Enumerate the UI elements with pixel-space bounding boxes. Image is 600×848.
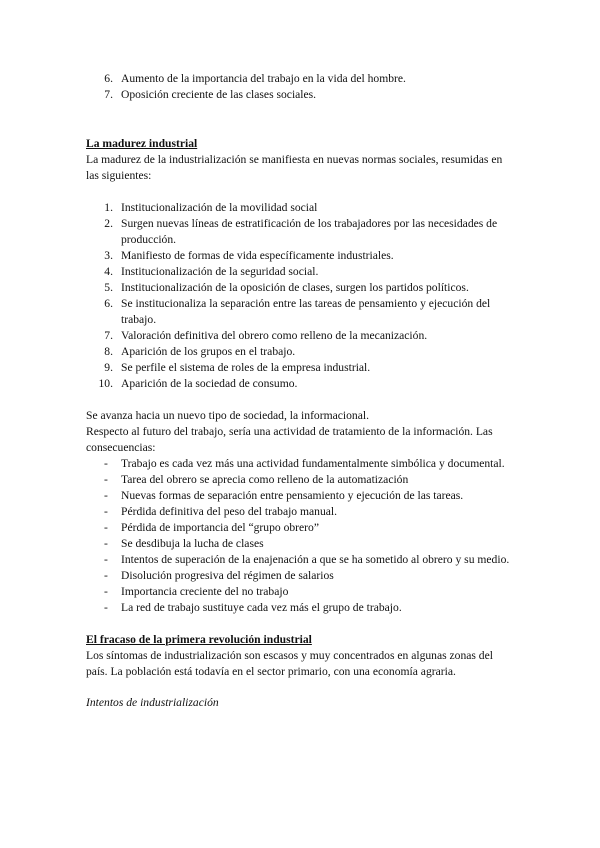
list-text: Pérdida definitiva del peso del trabajo manual. — [121, 505, 338, 518]
list-text: Se desdibuja la lucha de clases — [121, 537, 264, 550]
list-item — [86, 248, 516, 264]
consecuencias-list — [86, 456, 516, 616]
list-number: 7. — [104, 329, 113, 342]
list-text: Institucionalización de la oposición de clases, surgen los partidos políticos. — [121, 281, 469, 294]
dash-bullet: - — [104, 505, 108, 518]
list-item — [86, 296, 516, 328]
list-item — [86, 568, 516, 584]
informacional-line-1: Se avanza hacia un nuevo tipo de sociedad, la informacional. — [86, 409, 369, 422]
list-item — [86, 472, 516, 488]
list-text: Pérdida de importancia del “grupo obrero” — [121, 521, 319, 534]
dash-bullet: - — [104, 537, 108, 550]
list-number: 7. — [104, 88, 113, 101]
list-item — [86, 600, 516, 616]
list-number: 8. — [104, 345, 113, 358]
list-item — [86, 216, 516, 248]
list-text: Aparición de los grupos en el trabajo. — [121, 345, 296, 358]
list-text: Institucionalización de la seguridad social. — [121, 265, 319, 278]
list-item — [86, 584, 516, 600]
list-number: 9. — [104, 361, 113, 374]
dash-bullet: - — [104, 457, 108, 470]
list-number: 5. — [104, 281, 113, 294]
list-text: Aparición de la sociedad de consumo. — [121, 377, 298, 390]
list-item — [86, 520, 516, 536]
list-text: Tarea del obrero se aprecia como relleno de la automatización — [121, 473, 409, 486]
dash-bullet: - — [104, 473, 108, 486]
list-text: Se institucionaliza la separación entre las tareas de pensamiento y ejecución del trabajo. — [121, 297, 491, 326]
list-item — [86, 552, 516, 568]
list-number: 3. — [104, 249, 113, 262]
list-item — [86, 456, 516, 472]
madurez-list — [86, 200, 516, 392]
dash-bullet: - — [104, 553, 108, 566]
dash-bullet: - — [104, 489, 108, 502]
list-text: Nuevas formas de separación entre pensamiento y ejecución de las tareas. — [121, 489, 464, 502]
subheading-intentos: Intentos de industrialización — [86, 696, 219, 709]
numbered-list-continued — [86, 71, 516, 103]
list-item — [86, 264, 516, 280]
list-number: 2. — [104, 217, 113, 230]
dash-bullet: - — [104, 601, 108, 614]
list-text: Disolución progresiva del régimen de salarios — [121, 569, 334, 582]
list-item — [86, 488, 516, 504]
list-item — [86, 328, 516, 344]
list-item — [86, 200, 516, 216]
list-item — [86, 504, 516, 520]
list-text: La red de trabajo sustituye cada vez más el grupo de trabajo. — [121, 601, 402, 614]
list-number: 6. — [104, 297, 113, 310]
list-text: Aumento de la importancia del trabajo en la vida del hombre. — [121, 72, 406, 85]
list-number: 10. — [98, 377, 113, 390]
list-text: Oposición creciente de las clases sociales. — [121, 88, 317, 101]
list-text: Institucionalización de la movilidad social — [121, 201, 318, 214]
list-text: Surgen nuevas líneas de estratificación de los trabajadores por las necesidades de producción. — [121, 217, 498, 246]
section-heading-fracaso: El fracaso de la primera revolución industrial — [86, 633, 312, 646]
list-item — [86, 360, 516, 376]
dash-bullet: - — [104, 569, 108, 582]
list-item — [86, 280, 516, 296]
list-text: Importancia creciente del no trabajo — [121, 585, 289, 598]
document-page — [86, 71, 516, 711]
list-number: 1. — [104, 201, 113, 214]
fracaso-paragraph: Los síntomas de industrialización son escasos y muy concentrados en algunas zonas del país. La población está todavía en el sector primario, con una economía agraria. — [86, 649, 493, 678]
dash-bullet: - — [104, 585, 108, 598]
section-heading-madurez: La madurez industrial — [86, 137, 198, 150]
madurez-intro: La madurez de la industrialización se manifiesta en nuevas normas sociales, resumidas en las siguientes: — [86, 153, 503, 182]
dash-bullet: - — [104, 521, 108, 534]
list-item — [86, 376, 516, 392]
list-text: Se perfile el sistema de roles de la empresa industrial. — [121, 361, 371, 374]
list-item — [86, 344, 516, 360]
list-item — [86, 71, 516, 87]
list-text: Manifiesto de formas de vida específicamente industriales. — [121, 249, 394, 262]
list-item — [86, 536, 516, 552]
list-number: 4. — [104, 265, 113, 278]
list-item — [86, 87, 516, 103]
list-text: Valoración definitiva del obrero como relleno de la mecanización. — [121, 329, 428, 342]
list-text: Intentos de superación de la enajenación a que se ha sometido al obrero y su medio. — [121, 553, 510, 566]
informacional-line-2: Respecto al futuro del trabajo, sería una actividad de tratamiento de la información. Las consecuencias: — [86, 425, 493, 454]
list-text: Trabajo es cada vez más una actividad fundamentalmente simbólica y documental. — [121, 457, 505, 470]
list-number: 6. — [104, 72, 113, 85]
